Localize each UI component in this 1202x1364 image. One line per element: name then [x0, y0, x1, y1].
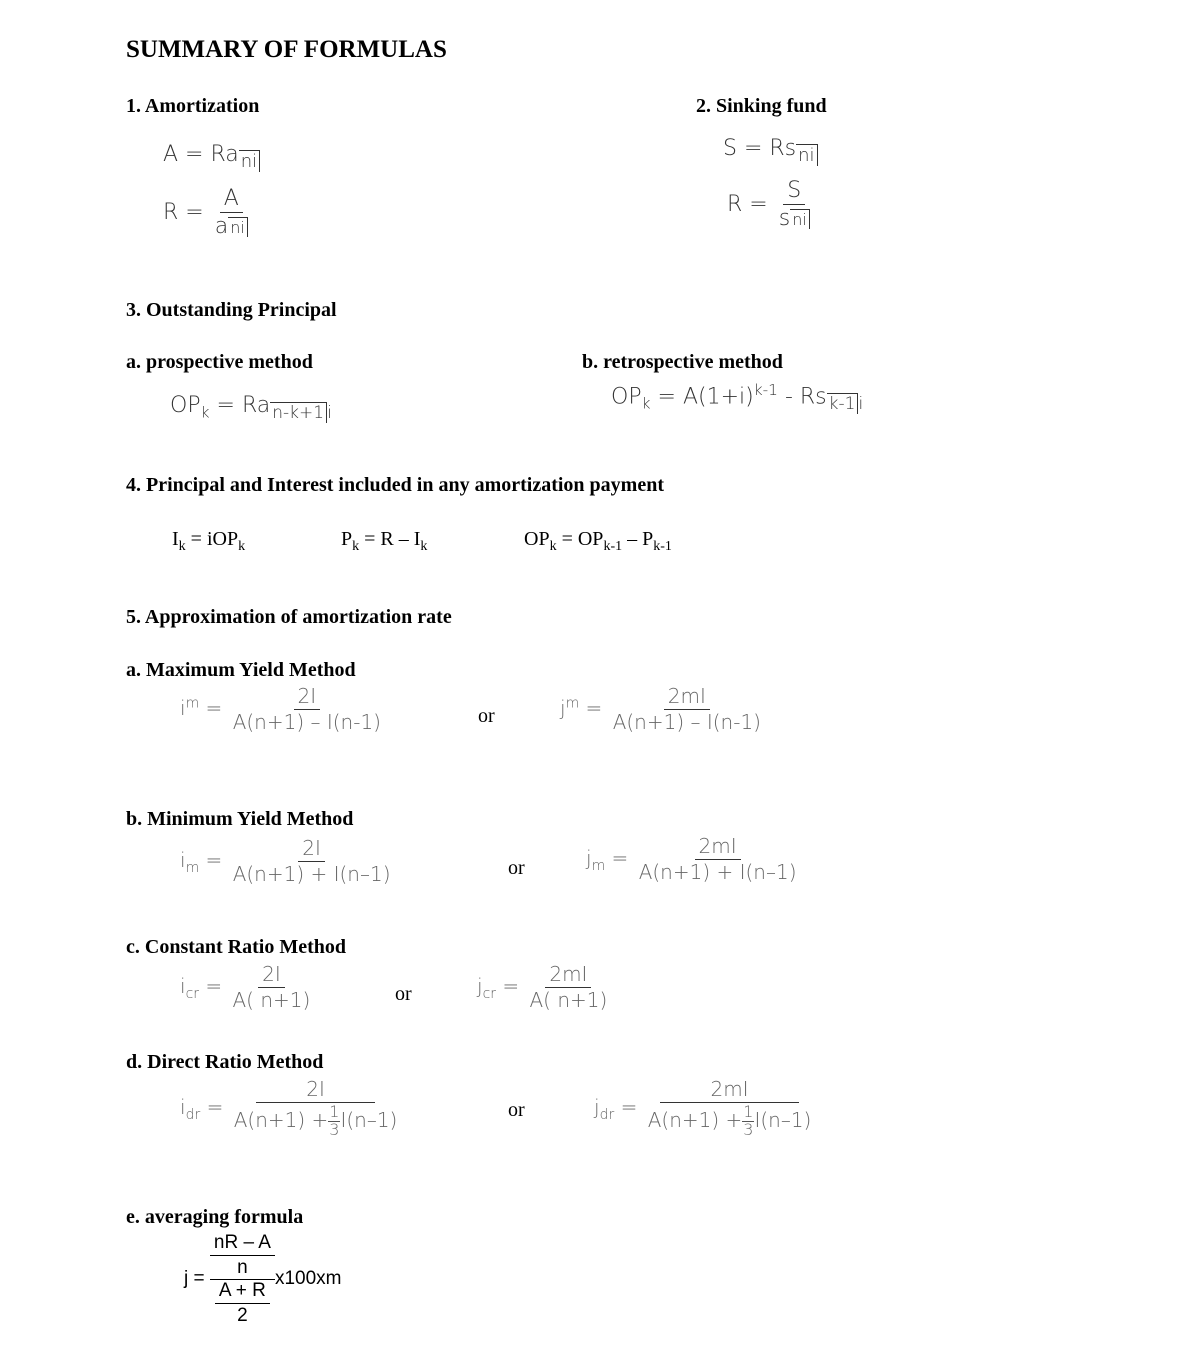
section-approximation-heading: 5. Approximation of amortization rate — [126, 606, 452, 628]
outstanding-principal-formula: $OP_k = OP_{k-1} - P_{k-1}$ — [524, 528, 672, 554]
constant-ratio-formula-i: $i_{cr}$ = $\frac{2I}{A( n+1)}$ — [180, 962, 311, 1012]
averaging-formula: j = $\frac{\frac{nR - A}{n}}{\frac{A + R}{2}}$ x100xm — [184, 1232, 342, 1326]
constant-ratio-formula-j: $j_{cr}$ = $\frac{2mI}{A( n+1)}$ — [477, 962, 608, 1012]
direct-ratio-formula-j: $j_{dr}$ = 2mI A(n+1) + $\frac{1}{3}$ I(n–1) — [594, 1077, 812, 1139]
min-yield-formula-i: $i_m$ = $\frac{2I}{A(n+1) + I(n-1)}$ — [180, 836, 391, 886]
or-label: or — [508, 857, 525, 879]
max-yield-formula-i: $i^m$ = $\frac{2I}{A(n+1) - I(n-1)}$ — [180, 684, 381, 734]
direct-ratio-formula-i: $i_{dr}$ = 2I A(n+1) + $\frac{1}{3}$ I(n–1) — [180, 1077, 398, 1139]
or-label: or — [508, 1099, 525, 1121]
section-amortization-heading: 1. Amortization — [126, 95, 260, 117]
max-yield-formula-j: $j^m$ = $\frac{2mI}{A(n+1) - I(n-1)}$ — [560, 684, 761, 734]
page-title: SUMMARY OF FORMULAS — [126, 36, 447, 63]
averaging-formula-heading: e. averaging formula — [126, 1206, 304, 1228]
amortization-formula-a: A = Ra $_{ni}$ — [163, 142, 260, 167]
section-principal-interest-heading: 4. Principal and Interest included in any amortization payment — [126, 474, 664, 496]
section-outstanding-principal-heading: 3. Outstanding Principal — [126, 299, 337, 321]
amortization-formula-r: R = $\frac{A}{\text{a ni}}$ — [163, 186, 252, 240]
or-label: or — [395, 983, 412, 1005]
interest-formula: $I_k = iOP_k$ — [172, 528, 246, 554]
direct-ratio-heading: d. Direct Ratio Method — [126, 1051, 324, 1073]
or-label: or — [478, 705, 495, 727]
retrospective-method-heading: b. retrospective method — [582, 351, 783, 373]
constant-ratio-heading: c. Constant Ratio Method — [126, 936, 346, 958]
min-yield-formula-j: $j_m$ = $\frac{2mI}{A(n+1) + I(n-1)}$ — [586, 834, 797, 884]
sinking-formula-r: R = $\frac{S}{\text{s ni}}$ — [727, 178, 814, 232]
retrospective-formula: $OP_k = A(1+i)^{k-1} - Rs$ $_{k-1}$ $_i$ — [611, 381, 864, 415]
principal-formula: $P_k = R - I_k$ — [341, 528, 428, 554]
prospective-formula: $OP_k = Ra$ $_{n-k+1}$ $_i$ — [170, 393, 332, 423]
max-yield-heading: a. Maximum Yield Method — [126, 659, 356, 681]
section-sinking-fund-heading: 2. Sinking fund — [696, 95, 827, 117]
sinking-formula-s: S = Rs $_{ni}$ — [723, 136, 818, 161]
prospective-method-heading: a. prospective method — [126, 351, 313, 373]
min-yield-heading: b. Minimum Yield Method — [126, 808, 354, 830]
